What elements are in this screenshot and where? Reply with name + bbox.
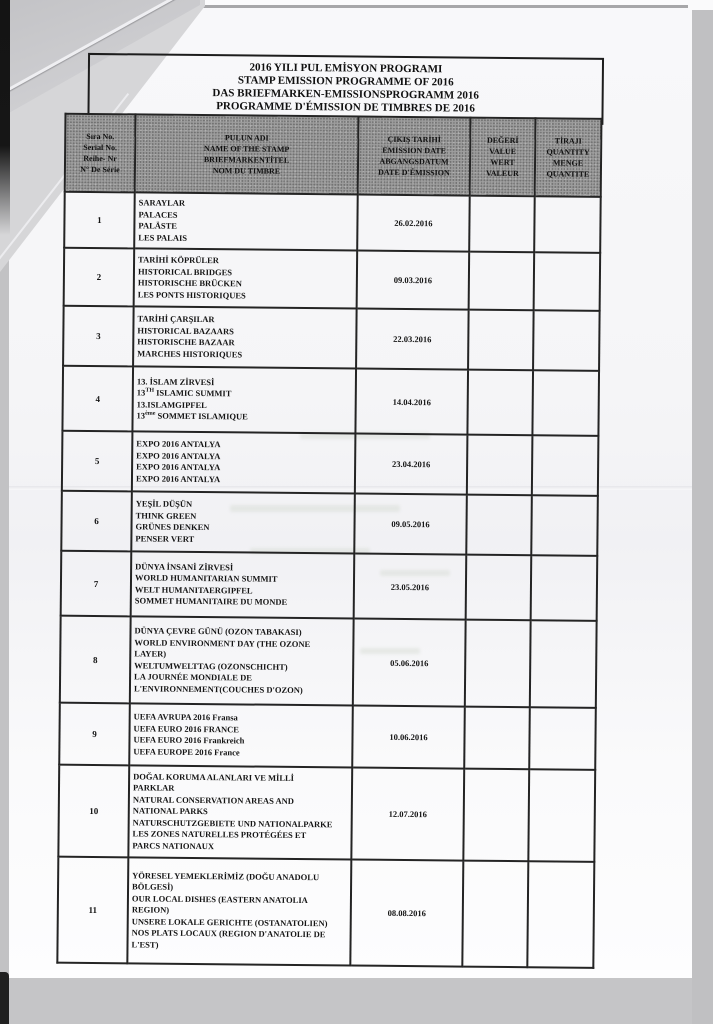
- cell-emission-date: 09.03.2016: [357, 251, 470, 310]
- table-row: [64, 192, 601, 253]
- scanner-bed-right: [692, 0, 713, 1024]
- cell-emission-date: 26.02.2016: [357, 195, 470, 252]
- text-line: VALEUR: [486, 168, 519, 179]
- text-line: NOM DU TIMBRE: [212, 166, 281, 176]
- cell-quantity: [531, 495, 598, 556]
- text-line: BRIEFMARKENTİTEL: [203, 155, 290, 165]
- table-row: [63, 306, 600, 371]
- table-row: [64, 248, 601, 311]
- cell-stamp-name: [129, 703, 353, 767]
- stamp-name-line: HISTORICAL BAZAARS: [137, 324, 234, 336]
- stamp-name-line: TARİHİ ÇARŞILAR: [137, 313, 215, 325]
- cell-quantity: [534, 196, 601, 253]
- stamp-name-line: HISTORISCHE BAZAAR: [137, 336, 235, 348]
- stamp-name-line: WORLD ENVIRONMENT DAY (THE OZONE: [134, 636, 311, 649]
- cell-serial-no: 3: [63, 306, 134, 367]
- stamp-name-line: PARCS NATIONAUX: [132, 840, 215, 851]
- cell-value: [467, 370, 533, 436]
- cell-quantity: [530, 620, 597, 708]
- cell-value: [469, 252, 535, 311]
- stamp-name-line: WELTUMWELTTAG (OZONSCHICHT): [134, 659, 288, 672]
- table-row: [57, 857, 594, 968]
- stamp-name-line: THINK GREEN: [135, 509, 197, 521]
- header-value: [470, 118, 536, 197]
- stamp-name-line: EXPO 2016 ANTALYA: [136, 461, 221, 473]
- text-line: QUANTITY: [546, 147, 590, 157]
- stamp-name-line: NATURAL CONSERVATION AREAS AND: [132, 794, 294, 806]
- stamp-name-line: OUR LOCAL DISHES (EASTERN ANATOLIA: [131, 893, 308, 905]
- table-row: [59, 703, 596, 770]
- text-line: ÇIKIŞ TARİHİ: [387, 134, 441, 145]
- cell-emission-date: 22.03.2016: [356, 309, 469, 370]
- cell-serial-no: 11: [57, 857, 128, 964]
- cell-value: [467, 435, 533, 496]
- cell-value: [466, 555, 532, 621]
- stamp-name-line: NATURSCHUTZGEBIETE UND NATIONALPARKE: [132, 817, 333, 830]
- stamp-name-line: PARKLAR: [132, 782, 175, 794]
- text-line: QUANTITE: [546, 169, 590, 179]
- cell-stamp-name: [131, 491, 355, 553]
- stamp-name-line: TARİHİ KÖPRÜLER: [138, 254, 219, 266]
- stamp-name-line: UEFA EURO 2016 Frankreich: [133, 734, 245, 746]
- stamp-name-line: UEFA AVRUPA 2016 Fransa: [133, 711, 238, 723]
- text-line: WERT: [490, 157, 515, 168]
- stamp-name-line: GRÜNES DENKEN: [135, 521, 210, 533]
- table-row: [61, 551, 598, 621]
- text-line: DEĞERİ: [486, 135, 519, 146]
- stamp-name-line: WORLD HUMANITARIAN SUMMIT: [134, 572, 278, 584]
- stamp-name-line: UEFA EURO 2016 FRANCE: [133, 722, 240, 734]
- cell-serial-no: 7: [61, 551, 132, 617]
- stamp-name-line: PALACES: [138, 208, 178, 220]
- stamp-name-line: L'ENVIRONNEMENT(COUCHES D'OZON): [133, 682, 303, 695]
- cell-quantity: [529, 707, 596, 770]
- cell-emission-date: 10.06.2016: [352, 706, 465, 769]
- stamp-name-line: LES PONTS HISTORIQUES: [137, 288, 246, 300]
- cell-stamp-name: [131, 551, 355, 618]
- text-line: PULUN ADI: [224, 133, 269, 143]
- cell-emission-date: 23.05.2016: [354, 554, 467, 620]
- cell-value: [464, 707, 530, 770]
- cell-emission-date: 09.05.2016: [354, 494, 467, 555]
- table-header: [65, 114, 602, 197]
- cell-value: [463, 769, 529, 862]
- table-row: [62, 431, 599, 496]
- paper-corner-top-right: [688, 0, 713, 10]
- table-row: [61, 491, 598, 556]
- stamp-name-line: YÖRESEL YEMEKLERİMİZ (DOĞU ANADOLU: [132, 870, 320, 882]
- cell-quantity: [531, 555, 598, 621]
- cell-quantity: [533, 310, 600, 371]
- text-line: VALUE: [489, 146, 517, 157]
- cell-emission-date: 23.04.2016: [355, 434, 468, 495]
- stamp-name-line: DOĞAL KORUMA ALANLARI VE MİLLİ: [133, 771, 295, 783]
- cell-quantity: [532, 435, 599, 496]
- stamp-name-line: PENSER VERT: [135, 532, 195, 544]
- scan-mark-bottom-left: [0, 972, 9, 1024]
- scanner-bed-bottom: [9, 978, 713, 1024]
- cell-serial-no: 2: [64, 248, 135, 307]
- cell-quantity: [527, 861, 594, 968]
- cell-stamp-name: [127, 857, 351, 965]
- stamp-name-line: SOMMET HUMANITAIRE DU MONDE: [134, 595, 288, 607]
- cell-value: [465, 620, 531, 708]
- text-line: STAMP EMISSION PROGRAMME OF 2016: [237, 74, 454, 89]
- stamp-name-line: WELT HUMANITAERGIPFEL: [134, 583, 253, 596]
- header-quantity: [535, 118, 602, 197]
- cell-serial-no: 6: [61, 491, 132, 552]
- stamp-name-line: L'EST): [131, 939, 159, 950]
- text-line: 2016 YILI PUL EMİSYON PROGRAMI: [249, 61, 443, 76]
- header-stamp-name: [135, 114, 359, 194]
- cell-emission-date: 05.06.2016: [353, 619, 466, 707]
- cell-stamp-name: [134, 248, 358, 308]
- cell-quantity: [532, 370, 599, 436]
- text-line: Sıra No.: [86, 131, 115, 142]
- header-serial-no: [65, 114, 136, 193]
- stamp-name-line: LES ZONES NATURELLES PROTÉGÉES ET: [132, 828, 307, 841]
- stamp-name-line: BÖLGESİ): [132, 881, 174, 893]
- cell-emission-date: 14.04.2016: [355, 369, 468, 435]
- text-line: N° De Série: [80, 164, 120, 175]
- emission-programme-table: [56, 113, 602, 969]
- stamp-name-line: UEFA EUROPE 2016 France: [133, 745, 240, 757]
- cell-stamp-name: [134, 192, 358, 250]
- text-line: DATE D'ÉMISSION: [378, 167, 450, 178]
- text-line: Serial No.: [83, 142, 118, 153]
- stamp-name-line: LA JOURNÉE MONDIALE DE: [134, 671, 252, 683]
- text-line: PROGRAMME D'ÉMISSION DE TIMBRES DE 2016: [216, 100, 475, 115]
- table-row: [58, 765, 595, 862]
- stamp-name-line: 13. İSLAM ZİRVESİ: [136, 375, 215, 387]
- table-row: [60, 616, 597, 708]
- cell-value: [462, 861, 528, 968]
- stamp-name-line: HISTORICAL BRIDGES: [137, 265, 233, 277]
- cell-serial-no: 5: [62, 431, 133, 492]
- stamp-name-line: LES PALAIS: [138, 231, 188, 243]
- stamp-name-line: NATIONAL PARKS: [132, 805, 208, 817]
- stamp-name-line: 13TH ISLAMIC SUMMIT: [136, 387, 232, 399]
- cell-serial-no: 1: [64, 192, 135, 249]
- cell-serial-no: 9: [59, 703, 130, 766]
- stamp-name-line: PALÄSTE: [138, 220, 178, 231]
- text-line: NAME OF THE STAMP: [203, 144, 290, 154]
- cell-stamp-name: [132, 431, 356, 493]
- stamp-name-line: EXPO 2016 ANTALYA: [136, 449, 221, 461]
- stamp-name-line: NOS PLATS LOCAUX (REGION D'ANATOLIE DE: [131, 927, 326, 940]
- text-line: DAS BRIEFMARKEN-EMISSIONSPROGRAMM 2016: [212, 87, 479, 102]
- cell-stamp-name: [132, 366, 356, 433]
- stamp-name-line: UNSERE LOKALE GERICHTE (OSTANATOLIEN): [131, 916, 328, 929]
- stamp-name-line: MARCHES HISTORIQUES: [137, 347, 243, 359]
- cell-stamp-name: [128, 765, 352, 859]
- table-body: [57, 192, 600, 968]
- cell-stamp-name: [130, 616, 354, 705]
- stamp-name-line: SARAYLAR: [138, 197, 186, 208]
- cell-stamp-name: [133, 306, 357, 368]
- cell-value: [468, 310, 534, 371]
- stamp-name-line: HISTORISCHE BRÜCKEN: [137, 277, 242, 289]
- cell-serial-no: 4: [62, 366, 133, 432]
- cell-serial-no: 8: [60, 616, 131, 704]
- stamp-name-line: REGION): [131, 904, 170, 916]
- table-row: [62, 366, 599, 436]
- text-line: Reihe- Nr: [83, 153, 117, 164]
- cell-emission-date: 08.08.2016: [350, 859, 463, 966]
- cell-value: [466, 495, 532, 556]
- text-line: MENGE: [552, 158, 584, 168]
- header-emission-date: [358, 117, 471, 196]
- stamp-name-line: YEŞİL DÜŞÜN: [135, 498, 193, 509]
- stamp-name-line: EXPO 2016 ANTALYA: [135, 472, 221, 484]
- stamp-name-line: LAYER): [134, 648, 167, 659]
- text-line: TİRAJI: [554, 136, 582, 146]
- stamp-name-line: DÜNYA İNSANİ ZİRVESİ: [135, 560, 234, 572]
- stamp-name-line: 13ème SOMMET ISLAMIQUE: [136, 410, 248, 422]
- stamp-name-line: EXPO 2016 ANTALYA: [136, 438, 221, 450]
- cell-quantity: [534, 252, 601, 311]
- text-line: EMISSION DATE: [382, 145, 447, 156]
- cell-emission-date: 12.07.2016: [351, 768, 464, 861]
- cell-value: [469, 196, 535, 253]
- text-line: ABGANGSDATUM: [379, 156, 449, 167]
- stamp-name-line: 13.ISLAMGIPFEL: [136, 398, 207, 410]
- cell-quantity: [528, 769, 595, 862]
- cell-serial-no: 10: [58, 765, 129, 858]
- stamp-name-line: DÜNYA ÇEVRE GÜNÜ (OZON TABAKASI): [134, 625, 302, 638]
- scan-edge-shadow-left: [0, 0, 10, 235]
